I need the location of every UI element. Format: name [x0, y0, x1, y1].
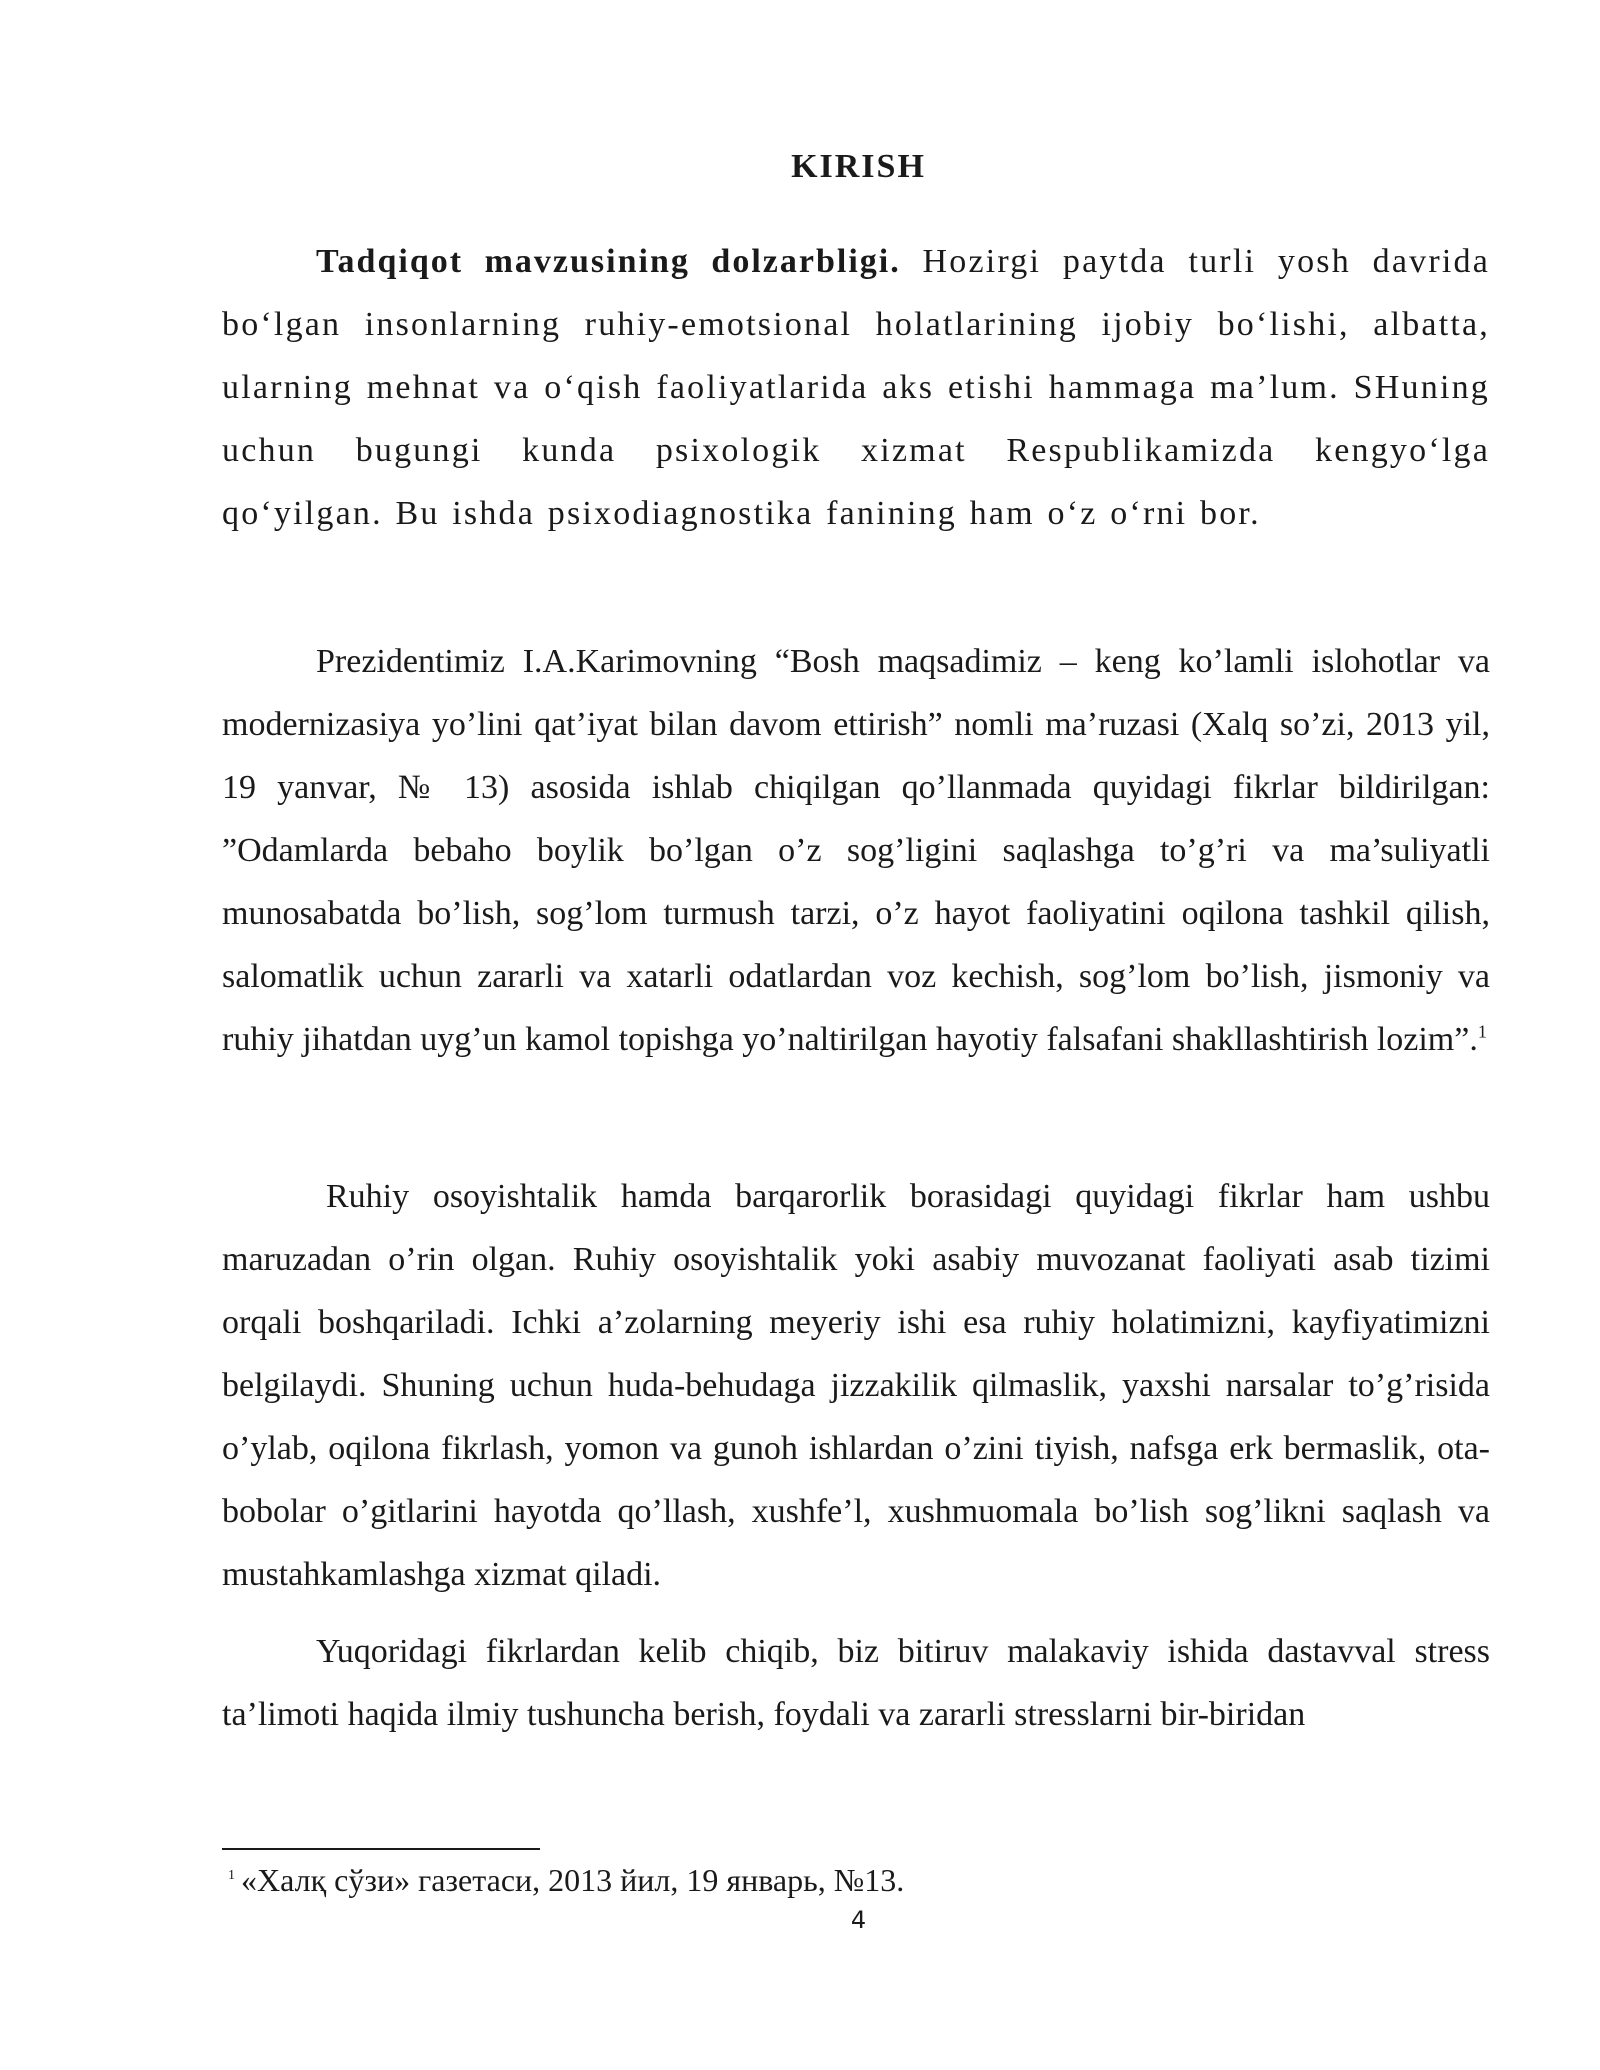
footnote-text: «Халқ сўзи» газетаси, 2013 йил, 19 январь, №13.: [241, 1862, 905, 1898]
paragraph-conclusion: Yuqoridagi fikrlardan kelib chiqib, biz bitiruv malakaviy ishida dastavval stress ta’limoti haqida ilmiy tushuncha berish, foydali va zararli stresslarni bir-biridan: [222, 1633, 1490, 1733]
page-number: 4: [850, 1906, 867, 1934]
paragraph-president-quote: [222, 630, 1490, 1071]
footnote-divider: [222, 1848, 540, 1850]
footnote: [228, 1862, 904, 1899]
paragraph-relevance-text: Hozirgi paytda turli yosh davrida boʻlgan insonlarning ruhiy-emotsional holatlarining ijobiy boʻlishi, albatta, ularning mehnat va oʻqish faoliyatlarida aks etishi hammaga ma’lum. SHuning uchun bugungi kunda psixologik xizmat Respublikamizda kengyoʻlga qoʻyilgan. Bu ishda psixodiagnostika fanining ham oʻz oʻrni bor.: [222, 243, 1491, 532]
paragraph-relevance: [222, 230, 1490, 545]
footnote-marker: 1: [228, 1868, 235, 1884]
page-title: KIRISH: [791, 148, 926, 185]
paragraph-mental-peace: Ruhiy osoyishtalik hamda barqarorlik borasidagi quyidagi fikrlar ham ushbu maruzadan o’rin olgan. Ruhiy osoyishtalik yoki asabiy muvozanat faoliyati asab tizimi orqali boshqariladi. Ichki a’zolarning meyeriy ishi esa ruhiy holatimizni, kayfiyatimizni belgilaydi. Shuning uchun huda-behudaga jizzakilik qilmaslik, yaxshi narsalar to’g’risida o’ylab, oqilona fikrlash, yomon va gunoh ishlardan o’zini tiyish, nafsga erk bermaslik, ota-bobolar o’gitlarini hayotda qo’llash, xushfe’l, xushmuomala bo’lish sog’likni saqlash va mustahkamlashga xizmat qiladi.: [222, 1178, 1490, 1593]
section-lead: Tadqiqot mavzusining dolzarbligi.: [316, 243, 901, 280]
paragraph-president-quote-text: Prezidentimiz I.A.Karimovning “Bosh maqsadimiz – keng ko’lamli islohotlar va modernizasiya yo’lini qat’iyat bilan davom ettirish” nomli ma’ruzasi (Xalq so’zi, 2013 yil, 19 yanvar, № 13) asosida ishlab chiqilgan qo’llanmada quyidagi fikrlar bildirilgan: ”Odamlarda bebaho boylik bo’lgan o’z sog’ligini saqlashga to’g’ri va ma’suliyatli munosabatda bo’lish, sog’lom turmush tarzi, o’z hayot faoliyatini oqilona tashkil qilish, salomatlik uchun zararli va xatarli odatlardan voz kechish, sog’lom bo’lish, jismoniy va ruhiy jihatdan uyg’un kamol topishga yo’naltirilgan hayotiy falsafani shakllashtirish lozim”.: [222, 643, 1490, 1058]
footnote-reference[interactable]: 1: [1477, 1021, 1487, 1042]
